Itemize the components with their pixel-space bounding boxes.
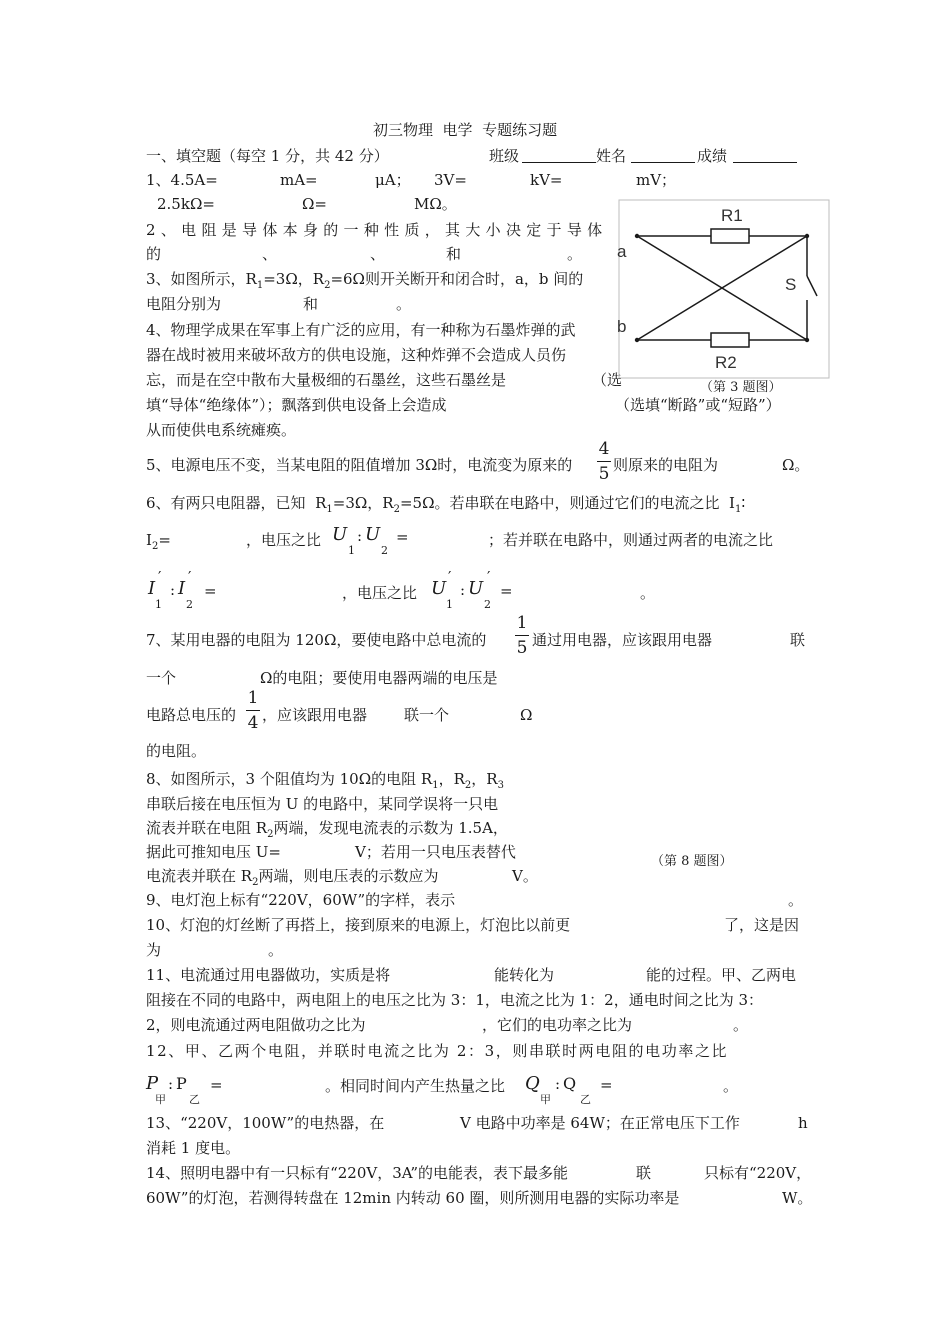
q1-b: mA= bbox=[280, 171, 318, 189]
q12-q-jia-sub: 甲 bbox=[540, 1093, 551, 1106]
q1-g: 2.5kΩ= bbox=[157, 195, 215, 213]
q4-l3a: 忘，而是在空中散布大量极细的石墨丝，这些石墨丝是 bbox=[146, 371, 507, 389]
q11-l3a: 2，则电流通过两电阻做功之比为 bbox=[146, 1016, 366, 1034]
q4-line2: 器在战时被用来破坏敌方的供电设施，这种炸弹不会造成人员伤 bbox=[146, 346, 567, 364]
q6-eq3: = bbox=[500, 582, 513, 600]
q1-a: 1、4.5A= bbox=[146, 171, 218, 189]
q10-b: 了，这是因 bbox=[724, 916, 800, 934]
q13-d: 消耗 1 度电。 bbox=[146, 1139, 241, 1157]
section-heading: 一、填空题（每空 1 分，共 42 分） bbox=[146, 147, 389, 165]
q7-l3a: 电路总电压的 bbox=[146, 706, 237, 724]
q5-b: 则原来的电阻为 bbox=[613, 456, 719, 474]
q11-l3c: 。 bbox=[733, 1016, 749, 1034]
q12-colon1: : bbox=[168, 1075, 174, 1093]
fig3-b-label: b bbox=[617, 317, 627, 336]
q6-u2-sub: 2 bbox=[381, 544, 388, 557]
q3-line1: 3、如图所示，$R_1=3\Omega$，$R_2=6\Omega$则开关断开和闭合时，a，b 间的 bbox=[146, 270, 584, 291]
q13-a: 13、“220V，100W”的电热器，在 bbox=[146, 1114, 385, 1132]
q4-line1: 4、物理学成果在军事上有广泛的应用，有一种称为石墨炸弹的武 bbox=[146, 321, 576, 339]
q10-d: 。 bbox=[268, 941, 284, 959]
q7-l1c: 联 bbox=[790, 631, 806, 649]
q11-l1a: 11、电流通过用电器做功，实质是将 bbox=[146, 966, 391, 984]
fig3-r1-label: R1 bbox=[721, 206, 743, 225]
q1-i: MΩ。 bbox=[414, 195, 457, 213]
q12-q-yi: Q bbox=[563, 1074, 577, 1093]
circuit-figure-3 bbox=[619, 200, 831, 380]
score-label: 成绩 bbox=[697, 147, 728, 165]
q12-l2b: 。相同时间内产生热量之比 bbox=[325, 1077, 506, 1095]
q10-c: 为 bbox=[146, 941, 162, 959]
q8-line1: 8、如图所示，3 个阻值均为 10Ω的电阻 $R_1$，$R_2$，$R_3$ bbox=[146, 770, 504, 791]
q12-line1: 12、甲、乙两个电阻，并联时电流之比为 2：3，则串联时两电阻的电功率之比 bbox=[146, 1042, 729, 1060]
class-label: 班级 bbox=[489, 147, 520, 165]
q6-i2-sub: 2 bbox=[186, 598, 193, 611]
q3-l2a: 电阻分别为 bbox=[146, 295, 222, 313]
q13-c: h bbox=[798, 1114, 808, 1132]
q2-l2d: 和 bbox=[446, 245, 462, 263]
q14-c: 只标有“220V， bbox=[704, 1164, 812, 1182]
fig8-caption: （第 8 题图） bbox=[651, 854, 733, 869]
q6-u2: U bbox=[365, 524, 381, 545]
q8-line3: 流表并联在电阻 $R_2$两端，发现电流表的示数为 1.5A， bbox=[146, 819, 508, 840]
q8-l4a: 据此可推知电压 U= bbox=[146, 843, 281, 861]
q11-line2: 阻接在不同的电路中，两电阻上的电压之比为 3：1，电流之比为 1：2，通电时间之比为 3： bbox=[146, 991, 764, 1009]
q11-l1b: 能转化为 bbox=[494, 966, 555, 984]
q11-l1c: 能的过程。甲、乙两电 bbox=[646, 966, 797, 984]
q7-l2a: 一个 bbox=[146, 669, 177, 687]
q12-q-yi-sub: 乙 bbox=[580, 1093, 591, 1106]
q1-f: mV； bbox=[636, 171, 677, 189]
q9-b: 。 bbox=[788, 891, 804, 909]
q3-l2c: 。 bbox=[396, 295, 412, 313]
fig3-r2-label: R2 bbox=[715, 353, 737, 372]
q6-u1-sub: 1 bbox=[348, 544, 355, 557]
q6-eq2: = bbox=[204, 582, 217, 600]
q1-h: Ω= bbox=[302, 195, 328, 213]
q12-p-yi: P bbox=[176, 1074, 187, 1093]
q5-a: 5、电源电压不变，当某电阻的阻值增加 3Ω时，电流变为原来的 bbox=[146, 456, 573, 474]
q1-c: μA； bbox=[375, 171, 411, 189]
q6-u3-sub: 1 bbox=[446, 598, 453, 611]
q12-p-jia: P bbox=[146, 1073, 159, 1094]
q8-l5c: V。 bbox=[512, 867, 538, 885]
q2-l2e: 。 bbox=[567, 245, 583, 263]
q5-fraction: 4 5 bbox=[598, 439, 610, 484]
q6-i2: I bbox=[178, 578, 186, 599]
q7-l3d: Ω bbox=[520, 706, 533, 724]
q7-l1a: 7、某用电器的电阻为 120Ω，要使电路中总电流的 bbox=[146, 631, 487, 649]
q4-l4b: （选填“断路”或“短路”） bbox=[615, 396, 781, 414]
q3-l2b: 和 bbox=[303, 295, 319, 313]
q14-a: 14、照明电器中有一只标有“220V，3A”的电能表，表下最多能 bbox=[146, 1164, 569, 1182]
q6-u4-sub: 2 bbox=[484, 598, 491, 611]
q1-e: kV= bbox=[530, 171, 563, 189]
q7-l4: 的电阻。 bbox=[146, 742, 207, 760]
q9-a: 9、电灯泡上标有“220V，60W”的字样，表示 bbox=[146, 891, 456, 909]
class-blank[interactable] bbox=[522, 147, 596, 163]
q6-i2-prime: ′ bbox=[188, 568, 192, 586]
q6-u4-prime: ′ bbox=[487, 568, 491, 586]
q6-l3e: 。 bbox=[640, 584, 656, 602]
q7-l3b: ，应该跟用电器 bbox=[262, 706, 368, 724]
q6-i1-sub: 1 bbox=[155, 598, 162, 611]
q6-eq1: = bbox=[396, 528, 409, 546]
q7-fraction-2: 1 4 bbox=[247, 688, 259, 733]
q1-d: 3V= bbox=[434, 171, 467, 189]
q6-colon1: : bbox=[357, 527, 363, 545]
q8-l4b: V；若用一只电压表替代 bbox=[355, 843, 516, 861]
score-blank[interactable] bbox=[733, 147, 797, 163]
q6-line1: 6、有两只电阻器，已知 $R_1=3\Omega$，$R_2=5\Omega$。若串联在电路中，则通过它们的电流之比 $I_1∶$ bbox=[146, 494, 746, 515]
q6-l2d: ；若并联在电路中，则通过两者的电流之比 bbox=[488, 531, 774, 549]
q6-l2a: $I_2=$ bbox=[146, 531, 171, 552]
q6-l2c: ，电压之比 bbox=[246, 531, 322, 549]
q12-yi-sub: 乙 bbox=[189, 1093, 200, 1106]
q12-jia-sub: 甲 bbox=[155, 1093, 166, 1106]
q4-l3b: （选 bbox=[592, 371, 623, 389]
fig3-s-label: S bbox=[785, 275, 797, 294]
fig3-caption: （第 3 题图） bbox=[700, 380, 782, 395]
q6-u4: U bbox=[468, 578, 484, 599]
q13-b: V 电路中功率是 64W；在正常电压下工作 bbox=[460, 1114, 740, 1132]
q12-colon2: : bbox=[555, 1075, 561, 1093]
page-title: 初三物理 电学 专题练习题 bbox=[373, 121, 558, 139]
q8-line5: 电流表并联在 $R_2$两端，则电压表的示数应为 bbox=[146, 867, 439, 888]
q6-i1: I bbox=[148, 578, 156, 599]
q6-u1: U bbox=[332, 524, 348, 545]
name-label: 姓名 bbox=[596, 147, 627, 165]
q5-c: Ω。 bbox=[782, 456, 810, 474]
q6-colon2: : bbox=[170, 581, 176, 599]
q2-line1: 2、电阻是导体本身的一种性质，其大小决定于导体 bbox=[146, 221, 608, 239]
q10-a: 10、灯泡的灯丝断了再搭上，接到原来的电源上，灯泡比以前更 bbox=[146, 916, 571, 934]
q14-e: W。 bbox=[782, 1189, 813, 1207]
q4-l4a: 填“导体“绝缘体”）；飘落到供电设备上会造成 bbox=[146, 396, 447, 414]
q14-d: 60W”的灯泡，若测得转盘在 12min 内转动 60 圈，则所测用电器的实际功率是 bbox=[146, 1189, 680, 1207]
q14-b: 联 bbox=[636, 1164, 652, 1182]
q6-u3-prime: ′ bbox=[448, 568, 452, 586]
q2-l2a: 的 bbox=[146, 245, 162, 263]
q6-l3c: ，电压之比 bbox=[342, 584, 418, 602]
fig3-a-label: a bbox=[617, 242, 627, 261]
q7-l2b: Ω的电阻；要使用电器两端的电压是 bbox=[260, 669, 498, 687]
name-blank[interactable] bbox=[631, 147, 695, 163]
q8-line2: 串联后接在电压恒为 U 的电路中，某同学误将一只电 bbox=[146, 795, 499, 813]
q2-l2c: 、 bbox=[370, 245, 386, 263]
q12-l2c: 。 bbox=[723, 1077, 739, 1095]
q6-u3: U bbox=[431, 578, 447, 599]
q11-l3b: ，它们的电功率之比为 bbox=[482, 1016, 633, 1034]
q12-q-jia: Q bbox=[525, 1073, 540, 1094]
q6-colon3: : bbox=[460, 581, 466, 599]
q7-l3c: 联一个 bbox=[404, 706, 450, 724]
q4-line5: 从而使供电系统瘫痪。 bbox=[146, 421, 297, 439]
q2-l2b: 、 bbox=[262, 245, 278, 263]
q7-l1b: 通过用电器，应该跟用电器 bbox=[532, 631, 713, 649]
q6-i1-prime: ′ bbox=[158, 568, 162, 586]
q12-eq1: = bbox=[210, 1076, 223, 1094]
q7-fraction-1: 1 5 bbox=[516, 613, 528, 658]
q12-eq2: = bbox=[600, 1076, 613, 1094]
